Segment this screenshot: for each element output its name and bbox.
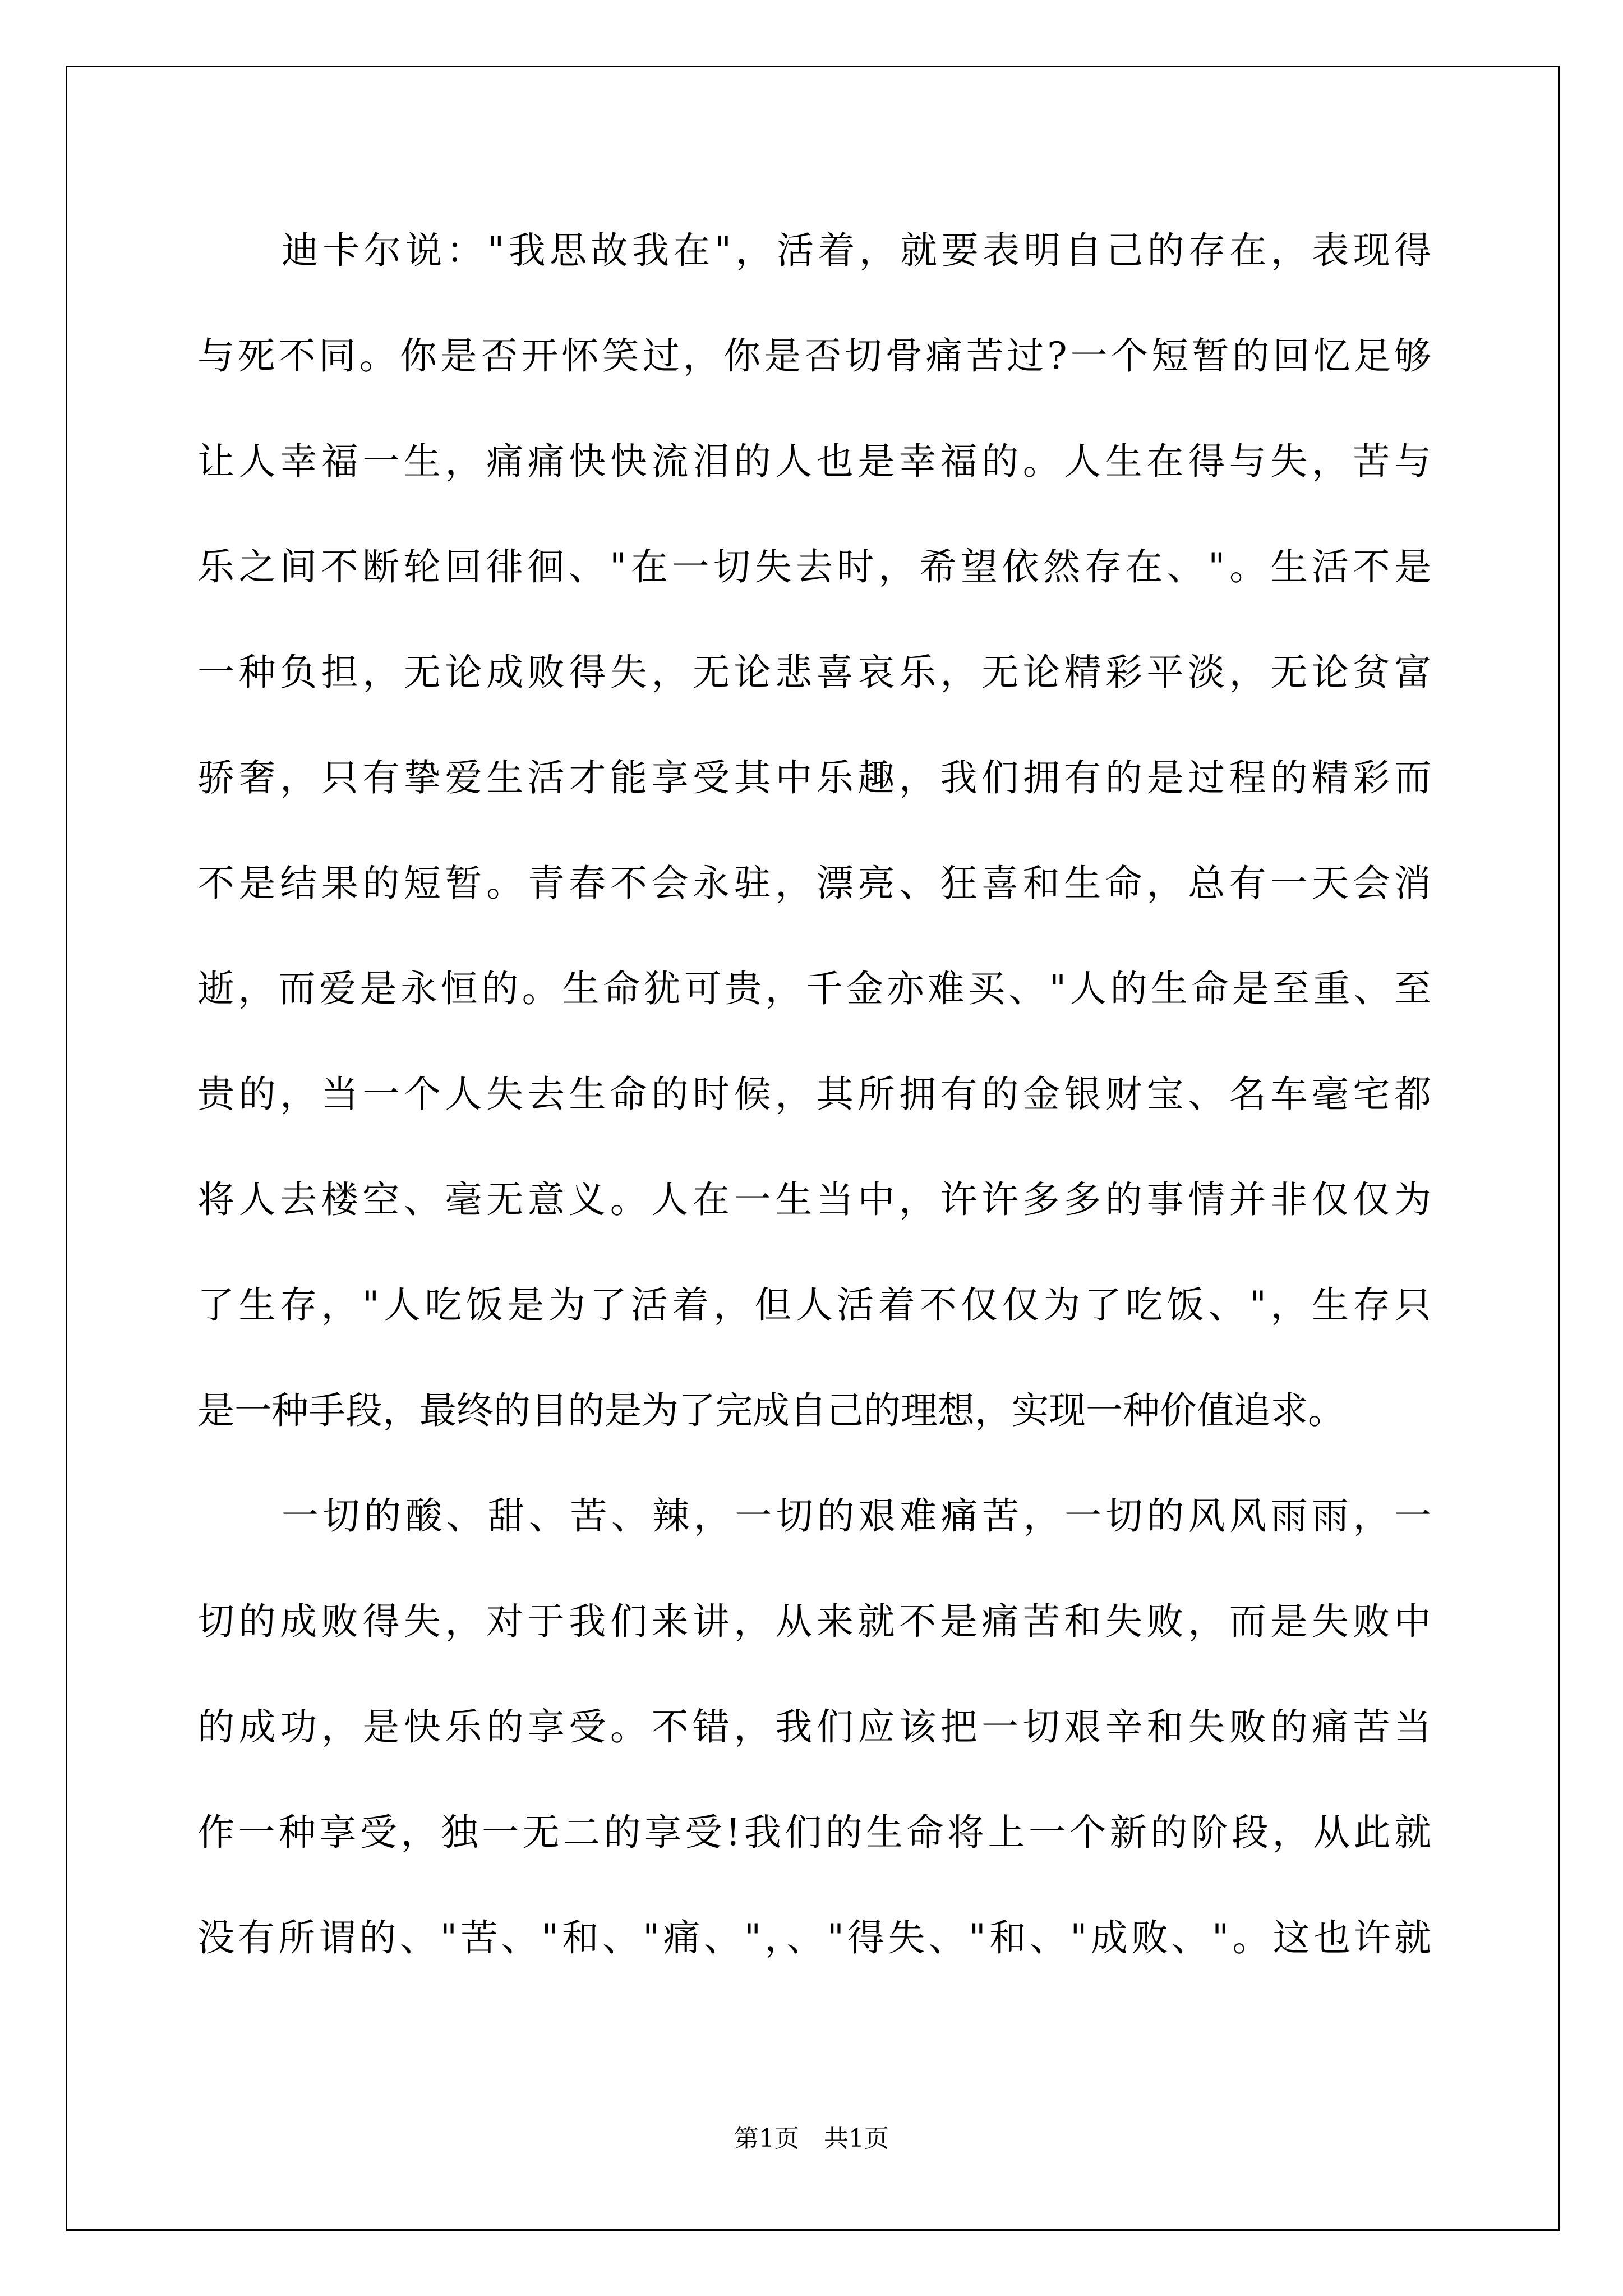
- text-line: 贵的，当一个人失去生命的时候，其所拥有的金银财宝、名车毫宅都: [197, 1073, 1431, 1116]
- page-footer: 第1页 共1页: [734, 2124, 889, 2153]
- text-line: 迪卡尔说："我思故我在"，活着，就要表明自己的存在，表现得: [282, 229, 1431, 272]
- text-line: 逝，而爱是永恒的。生命犹可贵，千金亦难买、"人的生命是至重、至: [197, 967, 1431, 1010]
- text-line: 作一种享受，独一无二的享受!我们的生命将上一个新的阶段，从此就: [197, 1811, 1431, 1854]
- text-line: 与死不同。你是否开怀笑过，你是否切骨痛苦过?一个短暂的回忆足够: [197, 334, 1431, 378]
- text-line: 将人去楼空、毫无意义。人在一生当中，许许多多的事情并非仅仅为: [197, 1178, 1431, 1221]
- text-line: 了生存，"人吃饭是为了活着，但人活着不仅仅为了吃饭、"，生存只: [197, 1283, 1431, 1327]
- text-line: 是一种手段，最终的目的是为了完成自己的理想，实现一种价值追求。: [197, 1389, 1345, 1432]
- page-border: [66, 66, 1560, 2231]
- text-line: 切的成败得失，对于我们来讲，从来就不是痛苦和失败，而是失败中: [197, 1600, 1431, 1643]
- text-line: 不是结果的短暂。青春不会永驻，漂亮、狂喜和生命，总有一天会消: [197, 862, 1431, 905]
- text-line: 一切的酸、甜、苦、辣，一切的艰难痛苦，一切的风风雨雨，一: [282, 1494, 1431, 1538]
- text-line: 让人幸福一生，痛痛快快流泪的人也是幸福的。人生在得与失，苦与: [197, 440, 1431, 483]
- text-line: 乐之间不断轮回徘徊、"在一切失去时，希望依然存在、"。生活不是: [197, 545, 1431, 588]
- text-line: 没有所谓的、"苦、"和、"痛、"，、"得失、"和、"成败、"。这也许就: [197, 1916, 1431, 1959]
- text-line: 骄奢，只有挚爱生活才能享受其中乐趣，我们拥有的是过程的精彩而: [197, 756, 1431, 799]
- text-line: 的成功，是快乐的享受。不错，我们应该把一切艰辛和失败的痛苦当: [197, 1705, 1431, 1749]
- text-line: 一种负担，无论成败得失，无论悲喜哀乐，无论精彩平淡，无论贫富: [197, 651, 1431, 694]
